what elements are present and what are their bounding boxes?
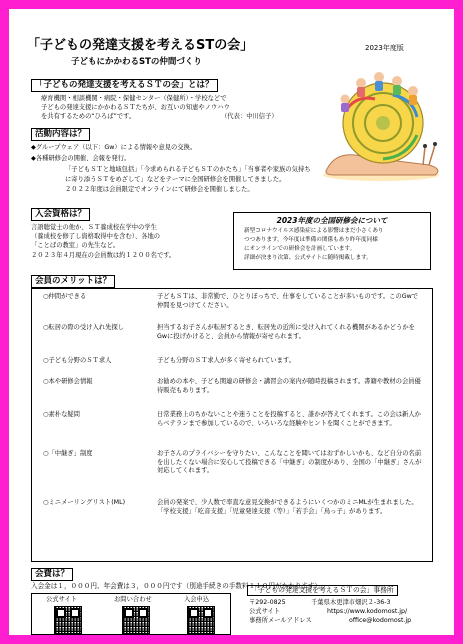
activities-heading: 活動内容は？: [31, 128, 90, 141]
eligibility-line-3: 「ことばの教室」の先生など。: [31, 242, 120, 249]
seminar-notice-line-2: つつあります。今年度は準備の関係もあり昨年度同様: [244, 237, 378, 243]
snail-illustration: [317, 65, 447, 183]
activity-sub-line-1: 「子どもＳＴと地域包括」「今求められる子どもＳＴのかたち」「当事者や家族の気持ち: [65, 166, 311, 173]
page-subtitle: 子どもにかかわるSTの仲間づくり: [71, 57, 202, 67]
benefit-desc-5: 日常業務上のちかないことや迷うことを投稿すると、誰かが答えてくれます。この会は新人からベテランまで参加しているので、いろいろな経験やヒントを聞くことができます。: [157, 411, 421, 427]
benefit-desc-4: お勧めの本や、子ども関連の研修会・講習会の案内が随時投稿されます。書籍や教材の会員優待販売もあります。: [157, 378, 421, 394]
contact-mail[interactable]: office@kodomost.jp: [349, 617, 412, 624]
activity-sub-line-3: ２０２２年度は会員限定でオンラインにて研修会を開催しました。: [65, 186, 254, 193]
benefit-desc-6: お子さんのプライバシーを守りたい、こんなことを聞いてはおずかしいかも、など自分の名前を出したくない場合に安心して投稿できる「中継ぎ」の制度があり、全国の「中継ぎ」さんが対応してくれます。: [157, 450, 422, 475]
contact-org: 「子どもの発達支援を考えるＳＴの会」事務所: [247, 585, 398, 596]
contact-address: 千葉県木更津市畑沢２-36-3: [311, 599, 391, 606]
fees-heading: 会費は？: [31, 568, 73, 581]
activity-item-1: ◆グループウェア（以下：Gw）による情報や意見の交換。: [31, 144, 197, 151]
seminar-notice-box: [233, 212, 431, 270]
benefits-heading: 会員のメリットは？: [31, 275, 115, 288]
benefit-desc-1: 子どもＳＴは、非常勤で、ひとりぼっちで、仕事をしていることが多いものです。このGwで仲間を見つけてください。: [157, 293, 419, 309]
benefit-desc-7: 会員の発案で、少人数で率直な意見交換ができるようにいくつかのミニMLが生まれました。「学校支援」「吃音支援」「児童発達支援（等）」「若手会」「鳥っ子」があります。: [157, 499, 418, 515]
contact-mail-label: 事務所メールアドレス: [249, 617, 312, 624]
contact-postal: 〒292-0825: [249, 599, 286, 606]
page-title: 「子どもの発達支援を考えるSTの会」: [27, 38, 254, 53]
fees-text: 入会金は１，０００円、年会費は３，０００円です（別途手続きの手数料１１０円がかかります）。: [31, 582, 325, 590]
qr-code-site[interactable]: [54, 606, 82, 634]
activity-sub-line-2: に寄り添うＳＴをめざして」などをテーマに全国研修会を開催してきました。: [65, 176, 286, 183]
benefit-name-5: ○素朴な疑問: [43, 411, 80, 418]
contact-site-label: 公式サイト: [249, 608, 281, 615]
edition-year: 2023年度版: [365, 44, 404, 52]
qr-label-site: 公式サイト: [46, 596, 78, 603]
qr-label-join: 入会申込: [184, 596, 210, 603]
about-heading: 「子どもの発達支援を考えるＳＴの会」とは？: [31, 79, 218, 92]
benefit-name-4: ○本や研修会情報: [43, 378, 93, 385]
benefit-name-1: ○仲間ができる: [43, 293, 87, 300]
eligibility-heading: 入会資格は？: [31, 208, 90, 221]
about-representative: （代表：中川信子）: [221, 113, 278, 120]
activity-item-2: ◆各種研修会の開催、会報を発行。: [31, 155, 131, 162]
benefit-name-7: ○ミニメーリングリスト(ML): [43, 499, 126, 506]
benefit-name-6: ○「中継ぎ」制度: [43, 450, 93, 457]
benefit-name-3: ○子ども分野のＳＴ求人: [43, 357, 112, 364]
about-line-1: 療育機関・相談機関・病院・保健センター（保健所）・学校などで: [41, 95, 227, 102]
qr-code-panel: [31, 593, 231, 635]
qr-code-join[interactable]: [187, 606, 215, 634]
seminar-notice-line-1: 新型コロナウイルス感染症による影響はまだ小さくあり: [244, 228, 384, 234]
benefit-desc-2: 担当するお子さんが転居するとき、転居先の近所に受け入れてくれる機関があるかどうかをGwに投げかけると、会員から情報が寄せられます。: [157, 324, 415, 340]
eligibility-line-1: 言語聴覚士の他か、ＳＴ養成校在学中の学生: [31, 224, 157, 231]
eligibility-line-4: ２０２３年４月現在の会員数は約１２００名です。: [31, 252, 176, 259]
seminar-notice-line-3: にオンラインでの研修会を計画しています。: [244, 246, 356, 252]
qr-label-contact: お問い合わせ: [114, 596, 152, 603]
flyer-page: [9, 9, 454, 635]
about-line-3: を共有するための“ひろば”です。: [41, 113, 136, 120]
eligibility-line-2: （養成校を修了し資格取得中を含む）、各地の: [31, 233, 161, 240]
qr-code-contact[interactable]: [122, 606, 150, 634]
contact-site-url[interactable]: https://www.kodomost.jp/: [327, 608, 408, 615]
benefit-desc-3: 子ども分野のＳＴ求人が多く寄せられています。: [157, 357, 296, 364]
seminar-notice-title: 2023年度の全国研修会について: [276, 216, 388, 225]
about-line-2: 子どもの発達支援にかかわるＳＴたちが、お互いの知恵やノウハウ: [41, 104, 230, 111]
benefit-name-2: ○転居の際の受け入れ先探し: [43, 324, 125, 331]
seminar-notice-line-4: 詳細が決まり次第、公式サイトに随時掲載します。: [244, 255, 372, 261]
